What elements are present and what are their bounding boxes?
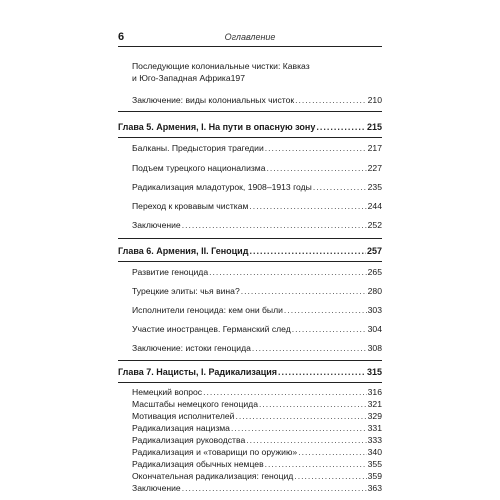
toc-entry-page: 333	[367, 435, 382, 445]
toc-entry-page: 316	[367, 387, 382, 397]
toc-entry	[132, 482, 382, 494]
section-divider	[118, 111, 382, 112]
toc-entry-title-line1: Последующие колониальные чистки: Кавказ	[132, 61, 310, 71]
toc-entry-page: 355	[367, 459, 382, 469]
toc-entry	[132, 200, 382, 212]
toc-entry-title: Мотивация исполнителей	[132, 411, 235, 421]
toc-entry-title: Радикализация нацизма	[132, 423, 230, 433]
toc-entry-page: 197	[230, 73, 245, 83]
toc-entry	[132, 219, 382, 231]
toc-entry	[132, 285, 382, 297]
toc-entry-title: Заключение: виды колониальных чисток	[132, 95, 295, 105]
toc-chapter	[118, 121, 382, 133]
toc-entry-page: 363	[367, 483, 382, 493]
toc-entry-page: 329	[367, 411, 382, 421]
toc-entry-title-line2: и Юго-Западная Африка	[132, 73, 231, 83]
leader-dots	[316, 121, 366, 133]
toc-entry	[132, 446, 382, 458]
toc-entry-title: Балканы. Предыстория трагедии	[132, 143, 264, 153]
leader-dots	[209, 266, 367, 278]
leader-dots	[313, 181, 367, 193]
toc-chapter-page: 215	[366, 122, 382, 132]
section-divider	[118, 382, 382, 383]
toc-chapter	[118, 366, 382, 378]
toc-entry	[132, 162, 382, 174]
toc-entry-page: 235	[367, 182, 382, 192]
running-title: Оглавление	[224, 32, 276, 42]
toc-entry	[132, 410, 382, 422]
toc-entry-title: Радикализация младотурок, 1908–1913 годы	[132, 182, 312, 192]
toc-entry	[132, 470, 382, 482]
section-divider	[118, 360, 382, 361]
toc-entry-page: 217	[367, 143, 382, 153]
toc-entry	[132, 142, 382, 154]
toc-chapter-page: 315	[366, 367, 382, 377]
toc-entry	[132, 398, 382, 410]
section-divider	[118, 137, 382, 138]
toc-entry-title: Переход к кровавым чисткам	[132, 201, 249, 211]
toc-entry-colonial-cleansing	[132, 60, 382, 84]
section-divider	[118, 261, 382, 262]
toc-entry	[132, 386, 382, 398]
page-number: 6	[118, 31, 125, 43]
toc-entry	[132, 422, 382, 434]
leader-dots	[249, 245, 366, 257]
toc-entry-title: Турецкие элиты: чья вина?	[132, 286, 240, 296]
toc-entry	[132, 323, 382, 335]
leader-dots	[284, 304, 367, 316]
toc-entry	[132, 458, 382, 470]
toc-entry-title: Исполнители геноцида: кем они были	[132, 305, 283, 315]
leader-dots	[252, 342, 367, 354]
toc-entry-page: 304	[367, 324, 382, 334]
leader-dots	[182, 219, 367, 231]
toc-entry-page: 244	[367, 201, 382, 211]
toc-entry	[132, 434, 382, 446]
leader-dots	[295, 94, 367, 106]
leader-dots	[298, 446, 366, 458]
leader-dots	[278, 366, 366, 378]
toc-entry-page: 303	[367, 305, 382, 315]
leader-dots	[294, 470, 366, 482]
toc-entry-title: Заключение	[132, 220, 181, 230]
toc-entry-title: Окончательная радикализация: геноцид	[132, 471, 294, 481]
toc-entry-title: Участие иностранцев. Германский след	[132, 324, 291, 334]
toc-entry-page: 359	[367, 471, 382, 481]
leader-dots	[241, 285, 367, 297]
toc-entry-page: 308	[367, 343, 382, 353]
toc-entry-title: Немецкий вопрос	[132, 387, 203, 397]
toc-entry-title: Радикализация руководства	[132, 435, 246, 445]
leader-dots	[265, 142, 367, 154]
toc-entry	[132, 181, 382, 193]
toc-chapter-title: Глава 6. Армения, II. Геноцид	[118, 246, 249, 256]
section-divider	[118, 238, 382, 239]
toc-entry	[132, 304, 382, 316]
leader-dots	[246, 434, 366, 446]
toc-entry-title: Подъем турецкого национализма	[132, 163, 266, 173]
leader-dots	[265, 458, 367, 470]
toc-entry-title: Радикализация и «товарищи по оружию»	[132, 447, 298, 457]
toc-entry-page: 252	[367, 220, 382, 230]
toc-chapter-title: Глава 5. Армения, I. На пути в опасную зону	[118, 122, 316, 132]
leader-dots	[182, 482, 367, 494]
leader-dots	[292, 323, 367, 335]
leader-dots	[267, 162, 367, 174]
leader-dots	[235, 410, 366, 422]
toc-entry-title: Заключение: истоки геноцида	[132, 343, 251, 353]
toc-entry-page: 210	[367, 95, 382, 105]
toc-entry-title: Развитие геноцида	[132, 267, 209, 277]
leader-dots	[249, 200, 366, 212]
toc-entry-page: 331	[367, 423, 382, 433]
toc-entry-title: Масштабы немецкого геноцида	[132, 399, 258, 409]
leader-dots	[231, 422, 367, 434]
toc-entry-page: 321	[367, 399, 382, 409]
toc-chapter-title: Глава 7. Нацисты, I. Радикализация	[118, 367, 278, 377]
toc-chapter	[118, 245, 382, 257]
toc-chapter-page: 257	[366, 246, 382, 256]
toc-entry-title: Радикализация обычных немцев	[132, 459, 264, 469]
toc-entry-page: 340	[367, 447, 382, 457]
toc-entry	[132, 342, 382, 354]
leader-dots	[203, 386, 367, 398]
toc-entry	[132, 94, 382, 106]
toc-entry-page: 227	[367, 163, 382, 173]
toc-entry-page: 280	[367, 286, 382, 296]
leader-dots	[259, 398, 367, 410]
toc-entry-page: 265	[367, 267, 382, 277]
toc-entry-title: Заключение	[132, 483, 181, 493]
toc-entry	[132, 266, 382, 278]
